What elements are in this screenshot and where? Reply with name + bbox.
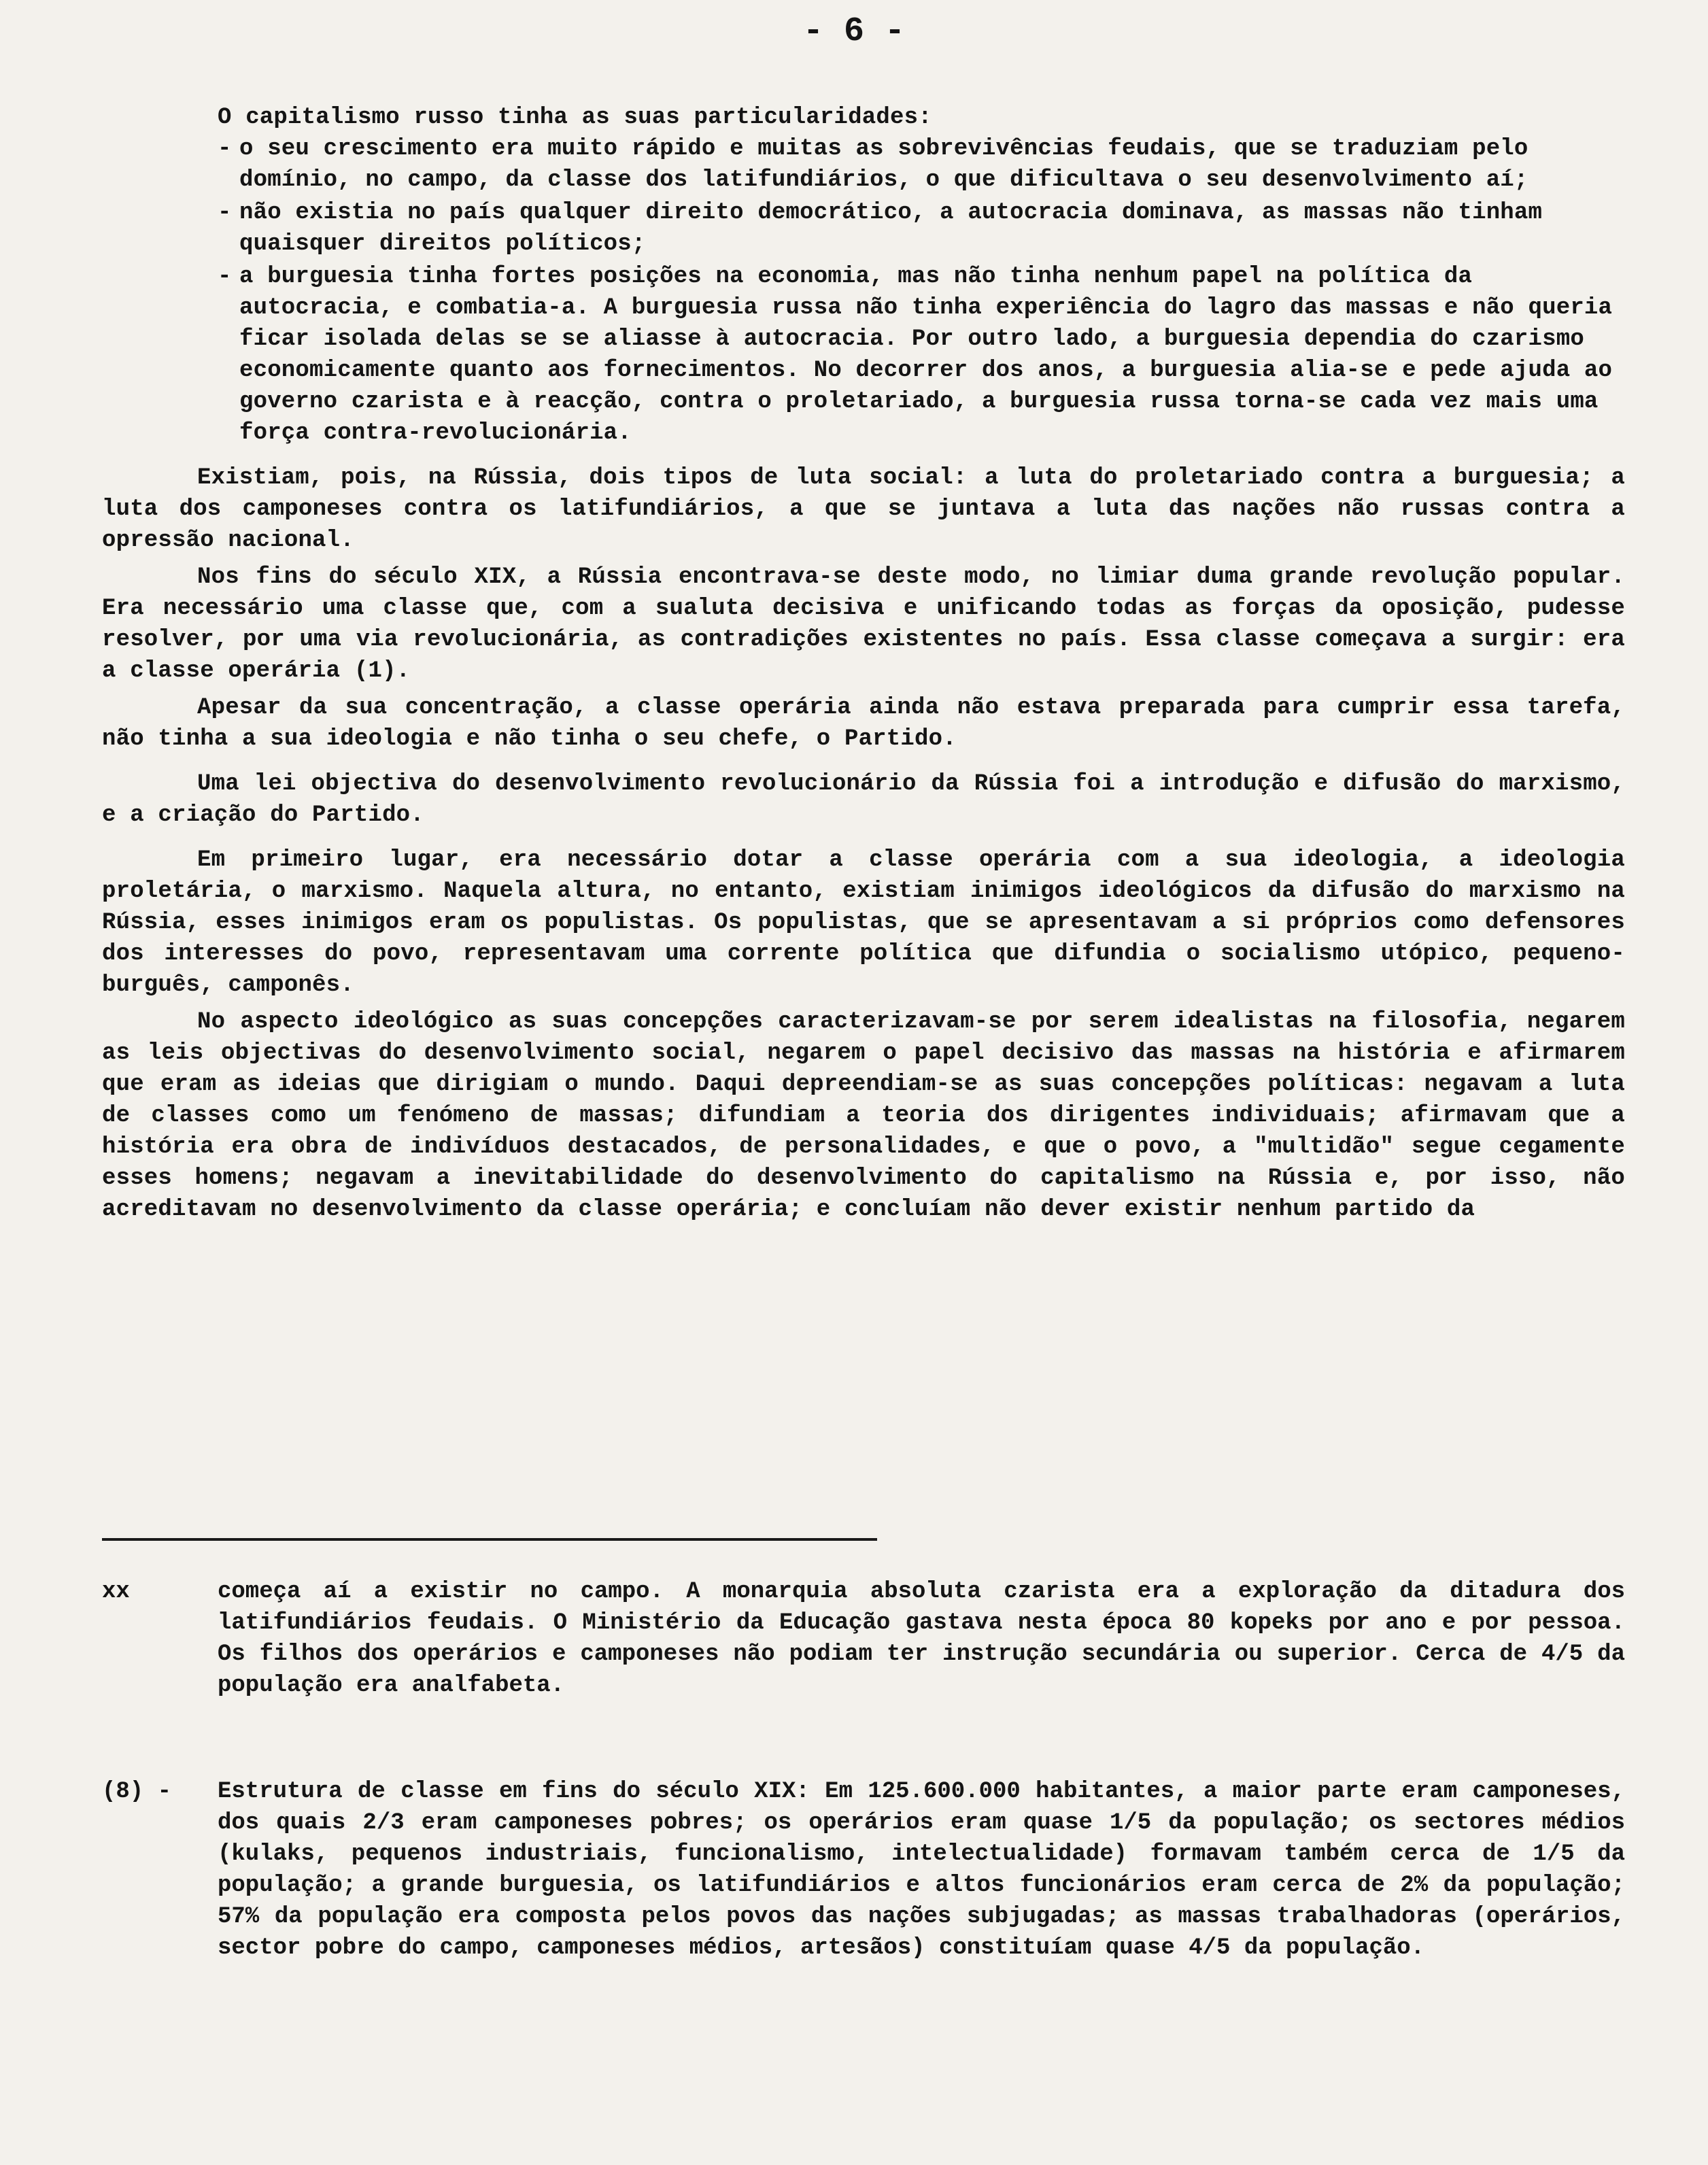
bullet-item: - o seu crescimento era muito rápido e muitas as sobrevivências feudais, que se traduziam pelo domínio, no campo, da classe dos latifundiários, o que dificultava o seu desenvolvimento aí; — [218, 133, 1625, 196]
footnote-text: começa aí a existir no campo. A monarquia absoluta czarista era a exploração da ditadura dos latifundiários feudais. O Ministério da Educação gastava nesta época 80 kopeks por ano e por pessoa. Os filhos dos operários e camponeses não podiam ter instrução secundária ou superior. Cerca de 4/5 da população era analfabeta. — [218, 1579, 1625, 1699]
intro-line: O capitalismo russo tinha as suas particularidades: — [218, 105, 932, 131]
main-text — [102, 102, 1625, 1225]
footnote — [102, 1576, 1625, 1701]
footnote-mark: (8) - — [102, 1779, 172, 1805]
footnote — [102, 1776, 1625, 1964]
bullet-item: - não existia no país qualquer direito democrático, a autocracia dominava, as massas não tinham quaisquer direitos políticos; — [218, 197, 1625, 260]
paragraph: Existiam, pois, na Rússia, dois tipos de luta social: a luta do proletariado contra a burguesia; a luta dos camponeses contra os latifundiários, a que se juntava a luta das nações não russas contra a opressão nacional. — [102, 465, 1625, 553]
page-number: - 6 - — [802, 12, 906, 51]
footnote-divider — [102, 1538, 877, 1541]
footnote-text: Estrutura de classe em fins do século XIX: Em 125.600.000 habitantes, a maior parte eram camponeses, dos quais 2/3 eram camponeses pobres; os operários eram quase 1/5 da população; os sectores médios (kulaks, pequenos industriais, funcionalismo, intelectualidade) formavam também cerca de 1/5 da população; a grande burguesia, os latifundiários e altos funcionários eram cerca de 2% da população; 57% da população era composta pelos povos das nações subjugadas; as massas trabalhadoras (operários, sector pobre do campo, camponeses médios, artesãos) constituíam quase 4/5 da população. — [218, 1779, 1625, 1961]
paragraph: Apesar da sua concentração, a classe operária ainda não estava preparada para cumprir essa tarefa, não tinha a sua ideologia e não tinha o seu chefe, o Partido. — [102, 695, 1625, 752]
footnote-mark: xx — [102, 1579, 130, 1605]
paragraph: No aspecto ideológico as suas concepções caracterizavam-se por serem idealistas na filosofia, negarem as leis objectivas do desenvolvimento social, negarem o papel decisivo das massas na história e afirmarem que eram as ideias que dirigiam o mundo. Daqui depreendiam-se as suas concepções políticas: negavam a luta de classes como um fenómeno de massas; difundiam a teoria dos dirigentes individuais; afirmavam que a história era obra de indivíduos destacados, de personalidades, e que o povo, a "multidão" segue cegamente esses homens; negavam a inevitabilidade do desenvolvimento do capitalismo na Rússia e, por isso, não acreditavam no desenvolvimento da classe operária; e concluíam não dever existir nenhum partido da — [102, 1009, 1625, 1223]
bullet-item: - a burguesia tinha fortes posições na economia, mas não tinha nenhum papel na política da autocracia, e combatia-a. A burguesia russa não tinha experiência do lagro das massas e não queria ficar isolada delas se se aliasse à autocracia. Por outro lado, a burguesia dependia do czarismo economicamente quanto aos fornecimentos. No decorrer dos anos, a burguesia alia-se e pede ajuda ao governo czarista e à reacção, contra o proletariado, a burguesia russa torna-se cada vez mais uma força contra-revolucionária. — [218, 261, 1625, 449]
paragraph: Em primeiro lugar, era necessário dotar a classe operária com a sua ideologia, a ideologia proletária, o marxismo. Naquela altura, no entanto, existiam inimigos ideológicos da difusão do marxismo na Rússia, esses inimigos eram os populistas. Os populistas, que se apresentavam a si próprios como defensores dos interesses do povo, representavam uma corrente política que difundia o socialismo utópico, pequeno-burguês, camponês. — [102, 847, 1625, 998]
paragraph: Nos fins do século XIX, a Rússia encontrava-se deste modo, no limiar duma grande revolução popular. Era necessário uma classe que, com a sualuta decisiva e unificando todas as forças da oposição, pudesse resolver, por uma via revolucionária, as contradições existentes no país. Essa classe começava a surgir: era a classe operária (1). — [102, 564, 1625, 684]
paragraph: Uma lei objectiva do desenvolvimento revolucionário da Rússia foi a introdução e difusão do marxismo, e a criação do Partido. — [102, 771, 1625, 828]
